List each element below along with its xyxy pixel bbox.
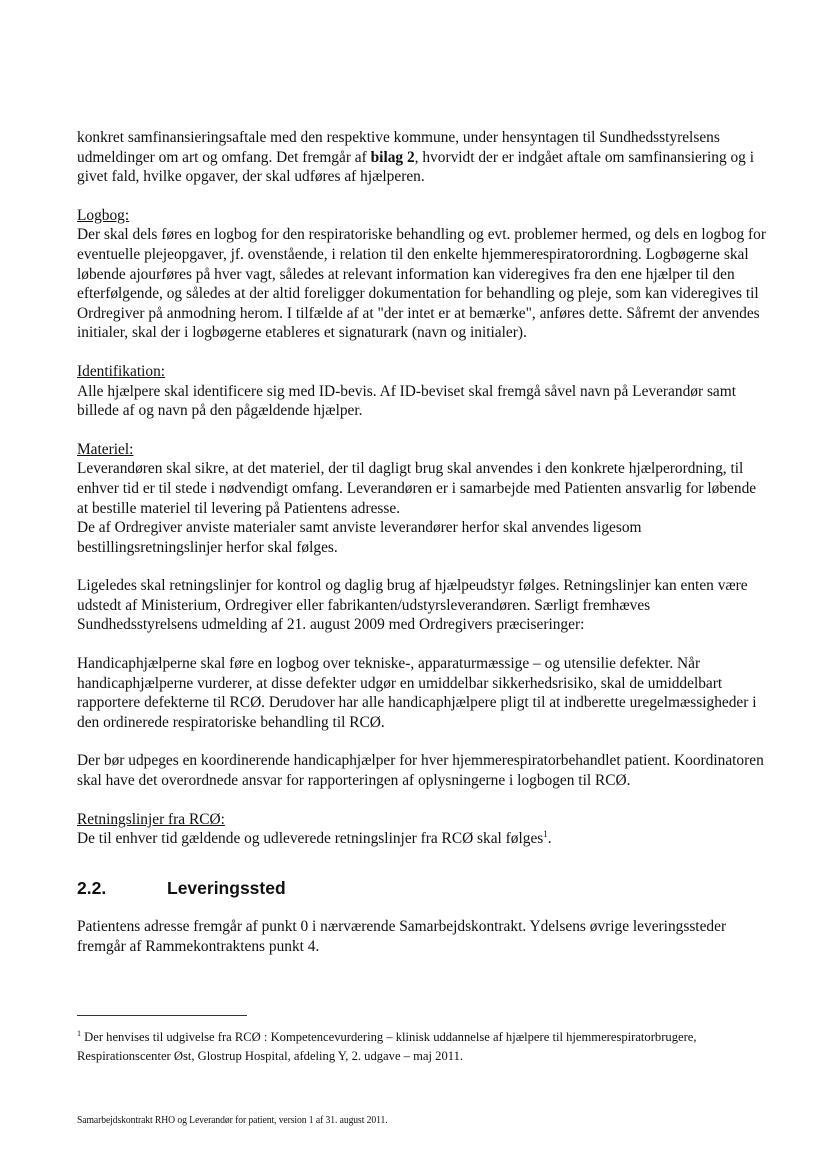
page-footer: Samarbejdskontrakt RHO og Leverandør for patient, version 1 af 31. august 2011.: [77, 1115, 388, 1126]
ligeledes-paragraph: Ligeledes skal retningslinjer for kontrol og daglig brug af hjælpeudstyr følges. Retningslinjer kan enten være udstedt af Ministerium, Ordregiver eller fabrikanten/udstyrsleverandøren. Særligt fremhæves Sundhedsstyrelsens udmelding af 21. august 2009 med Ordregivers præciseringer:: [77, 577, 748, 634]
materiel-section: [77, 440, 767, 558]
retningslinjer-end: .: [547, 830, 552, 848]
identifikation-section: [77, 362, 767, 421]
section-title: Leveringssted: [167, 877, 286, 898]
intro-bold-reference: bilag 2: [370, 148, 415, 166]
identifikation-heading: Identifikation:: [77, 362, 166, 380]
intro-text-end: , hvorvidt der er indgået aftale om samfinansiering og i givet fald, hvilke opgaver, der skal udføres af hjælperen.: [77, 148, 755, 186]
document-body: [77, 128, 767, 976]
retningslinjer-heading: Retningslinjer fra RCØ:: [77, 810, 225, 828]
intro-paragraph: [77, 128, 767, 187]
logbog-section: [77, 206, 767, 343]
identifikation-body: Alle hjælpere skal identificere sig med ID-bevis. Af ID-beviset skal fremgå såvel navn på Leverandør samt billede af og navn på den pågældende hjælper.: [77, 382, 737, 420]
footnote-divider: [77, 1015, 247, 1016]
materiel-body-1: Leverandøren skal sikre, at det materiel, der til dagligt brug skal anvendes i den konkrete hjælperordning, til enhver tid er til stede i nødvendigt omfang. Leverandøren er i samarbejde med Patienten ansvarlig for løbende at bestille materiel til levering på Patientens adresse.: [77, 460, 757, 517]
footnote-text: Der henvises til udgivelse fra RCØ : Kompetencevurdering – klinisk uddannelse af hjælpere til hjemmerespiratorbrugere, Respirationscenter Øst, Glostrup Hospital, afdeling Y, 2. udgave – maj 2011.: [77, 1030, 697, 1063]
logbog-body: Der skal dels føres en logbog for den respiratoriske behandling og evt. problemer hermed, og dels en logbog for eventuelle plejeopgaver, jf. ovenstående, i relation til den enkelte hjemmerespiratorordning. Logbøgerne skal løbende ajourføres på hver vagt, således at relevant information kan videregives fra den ene hjælper til den efterfølgende, og således at der altid foreligger dokumentation for behandling og pleje, som kan videregives til Ordregiver på anmodning herom. I tilfælde af at "der intet er at bemærke", anføres dette. Såfremt der anvendes initialer, skal der i logbøgerne etableres et signaturark (navn og initialer).: [77, 226, 766, 342]
logbog-heading: Logbog:: [77, 206, 130, 224]
leveringssted-paragraph: Patientens adresse fremgår af punkt 0 i nærværende Samarbejdskontrakt. Ydelsens øvrige leveringssteder fremgår af Rammekontraktens punkt 4.: [77, 918, 727, 955]
footnote-mark: 1: [77, 1028, 81, 1038]
retningslinjer-body: De til enhver tid gældende og udleverede retningslinjer fra RCØ skal følges: [77, 830, 544, 848]
materiel-body-2: De af Ordregiver anviste materialer samt anviste leverandører herfor skal anvendes ligesom bestillingsretningslinjer herfor skal følges.: [77, 519, 642, 556]
retningslinjer-section: [77, 810, 767, 849]
footnote: [77, 1028, 767, 1066]
intro-text: konkret samfinansieringsaftale med den respektive kommune, under hensyntagen til Sundhedsstyrelsens udmeldinger om art og omfang. Det fremgår af: [77, 129, 720, 166]
materiel-heading: Materiel:: [77, 440, 134, 458]
handicap-paragraph: Handicaphjælperne skal føre en logbog over tekniske-, apparaturmæssige – og utensilie defekter. Når handicaphjælperne vurderer, at disse defekter udgør en umiddelbar sikkerhedsrisiko, skal de umiddelbart rapportere defekterne til RCØ. Derudover har alle handicaphjælpere pligt til at indberette uregelmæssigheder i den ordinerede respiratoriske behandling til RCØ.: [77, 655, 757, 731]
footnote-reference[interactable]: 1: [543, 829, 548, 840]
section-heading: [77, 879, 767, 899]
section-number: 2.2.: [77, 877, 107, 898]
koordinator-paragraph: Der bør udpeges en koordinerende handicaphjælper for hver hjemmerespiratorbehandlet patient. Koordinatoren skal have det overordnede ansvar for rapporteringen af oplysningerne i logbogen til RCØ.: [77, 752, 764, 790]
